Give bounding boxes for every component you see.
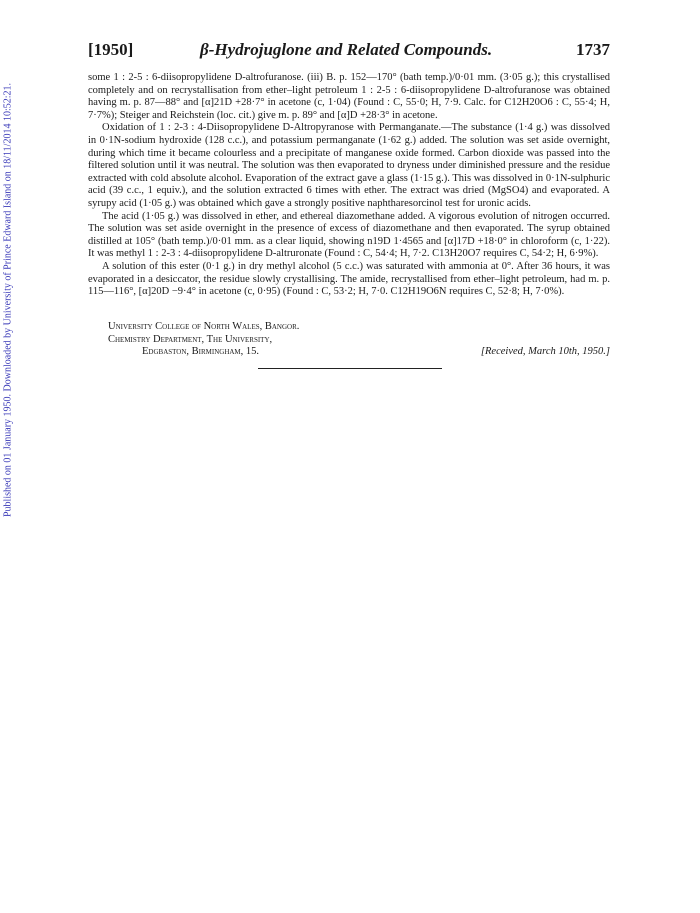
page-number: 1737: [576, 40, 610, 59]
received-date: [Received, March 10th, 1950.]: [480, 346, 610, 357]
paragraph: some 1 : 2-5 : 6-diisopropylidene D-altrofuranose. (iii) B. p. 152—170° (bath temp.)/0·01 mm. (3·05 g.); this crystallised completely and on recrystallisation from ether–light petroleum 1 : 2-5 : 6-diisopropylidene D-altrofuranose was obtained having m. p. 87—88° and [α]21D +28·7° in acetone (c, 1·04) (Found : C, 55·0; H, 7·9. Calc. for C12H20O6 : C, 55·4; H, 7·7%); Steiger and Reichstein (loc. cit.) give m. p. 89° and [α]D +28·3° in acetone.: [88, 72, 610, 121]
paragraph: A solution of this ester (0·1 g.) in dry methyl alcohol (5 c.c.) was saturated with ammonia at 0°. After 36 hours, it was evaporated in a desiccator, the residue slowly crystallising. The amide, recrystallised from ether–light petroleum, had m. p. 115—116°, [α]20D −9·4° in acetone (c, 0·95) (Found : C, 53·2; H, 7·0. C12H19O6N requires C, 52·8; H, 7·0%).: [88, 260, 610, 298]
paragraph: The acid (1·05 g.) was dissolved in ether, and ethereal diazomethane added. A vigorous evolution of nitrogen occurred. The solution was set aside overnight in the presence of excess of diazomethane and then evaporated. The syrup obtained distilled at 105° (bath temp.)/0·01 mm. as a clear liquid, showing n19D 1·4565 and [α]17D +18·0° in chloroform (c, 1·22). It was methyl 1 : 2-3 : 4-diisopropylidene D-altruronate (Found : C, 54·4; H, 7·2. C13H20O7 requires C, 54·2; H, 6·9%).: [88, 210, 610, 260]
page-header: [88, 38, 610, 66]
article-body: [88, 72, 610, 299]
address-line: Edgbaston, Birmingham, 15.: [142, 346, 260, 358]
download-note-text: Published on 01 January 1950. Downloaded by University of Prince Edward Island on 18/11/2014 10:52:21.: [2, 82, 14, 518]
running-title: β-Hydrojuglone and Related Compounds.: [200, 40, 493, 59]
paragraph: Oxidation of 1 : 2-3 : 4-Diisopropylidene D-Altropyranose with Permanganate.—The substance (1·4 g.) was dissolved in 0·1N-sodium hydroxide (128 c.c.), and potassium permanganate (1·62 g.) added. The solution was set aside overnight, during which time it became colourless and a precipitate of manganese oxide formed. Carbon dioxide was passed into the filtered solution until it was neutral. The solution was then evaporated to dryness under diminished pressure and the residue extracted with cold absolute alcohol. Evaporation of the extract gave a glass (1·15 g.). This was dissolved in 0·1N-sulphuric acid (39 c.c., 1 equiv.), and the solution extracted 6 times with ether. The extract was dried (MgSO4) and evaporated. A syrupy acid (1·05 g.) was obtained which gave a strongly positive naphtharesorcinol test for uronic acids.: [88, 122, 610, 209]
address-line: Chemistry Department, The University,: [108, 333, 273, 345]
download-note-sidebar: [2, 20, 14, 580]
journal-year: [1950]: [88, 40, 134, 59]
section-divider: [258, 368, 442, 369]
address-line: University College of North Wales, Bangor.: [108, 321, 300, 332]
